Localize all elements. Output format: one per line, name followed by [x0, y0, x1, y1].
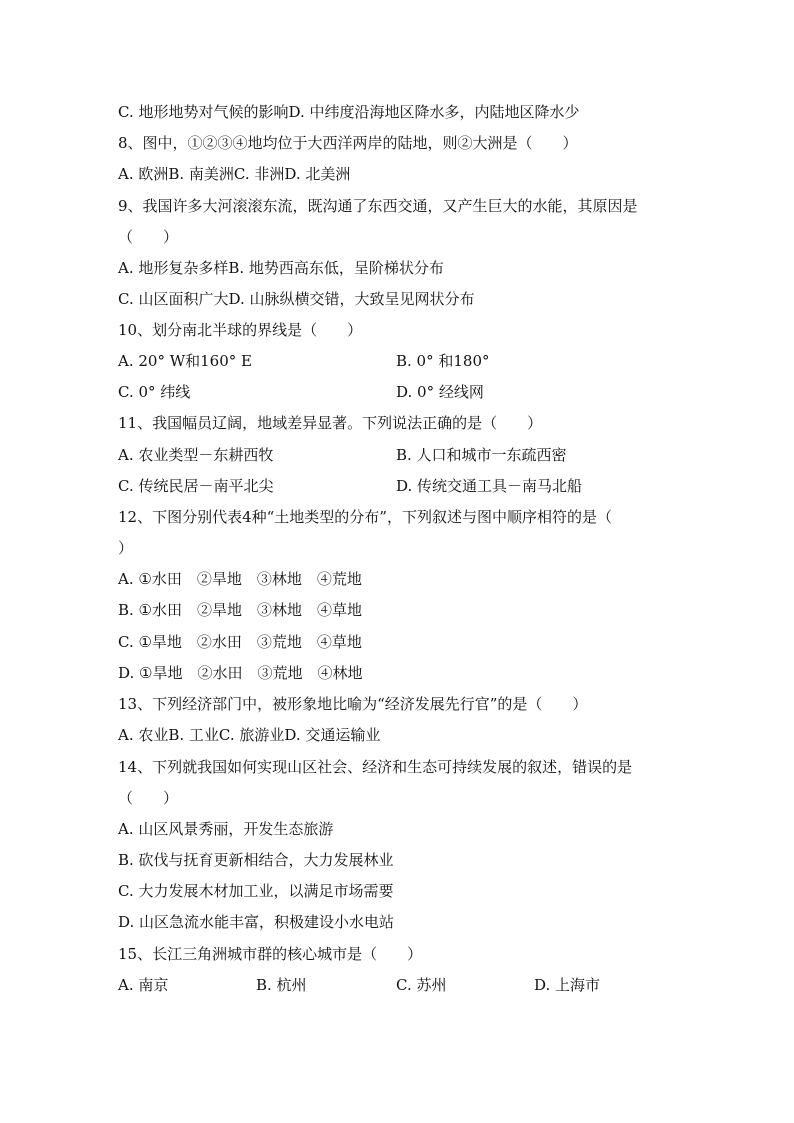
- q14-option-d: D. 山区急流水能丰富，积极建设小水电站: [118, 913, 395, 931]
- q9-stem: 9、我国许多大河滚滚东流，既沟通了东西交通，又产生巨大的水能，其原因是: [118, 197, 638, 215]
- q14-option-c: C. 大力发展木材加工业，以满足市场需要: [118, 882, 394, 900]
- q15-stem: 15、长江三角洲城市群的核心城市是（ ）: [118, 945, 423, 963]
- q15-options: [118, 975, 678, 995]
- q13-stem: 13、下列经济部门中，被形象地比喻为“经济发展先行官”的是（ ）: [118, 695, 588, 713]
- q12-option-a: A. ①水田 ②旱地 ③林地 ④荒地: [118, 570, 362, 588]
- q10-stem: 10、划分南北半球的界线是（ ）: [118, 321, 363, 339]
- q9-options-line1: A. 地形复杂多样B. 地势西高东低，呈阶梯状分布: [118, 259, 444, 277]
- q10-options-line2: [118, 382, 678, 402]
- q7-options-line2: C. 地形地势对气候的影响D. 中纬度沿海地区降水多，内陆地区降水少: [118, 103, 580, 121]
- q15-option-b: B. 杭州: [256, 976, 307, 994]
- q12-stem: 12、下图分别代表4种“土地类型的分布”，下列叙述与图中顺序相符的是（: [118, 508, 612, 526]
- q14-option-a: A. 山区风景秀丽，开发生态旅游: [118, 820, 334, 838]
- q14-stem-continued: （ ）: [118, 789, 179, 807]
- q12-option-d: D. ①旱地 ②水田 ③荒地 ④林地: [118, 664, 363, 682]
- q10-option-d: D. 0° 经线网: [396, 383, 484, 401]
- q12-option-c: C. ①旱地 ②水田 ③荒地 ④草地: [118, 633, 362, 651]
- q10-option-a: A. 20° W和160° E: [118, 352, 252, 370]
- q9-stem-continued: （ ）: [118, 228, 179, 246]
- q15-option-d: D. 上海市: [534, 976, 601, 994]
- q10-option-c: C. 0° 纬线: [118, 383, 191, 401]
- q12-stem-continued: ）: [118, 539, 134, 557]
- q11-option-d: D. 传统交通工具－南马北船: [396, 477, 583, 495]
- q10-option-b: B. 0° 和180°: [396, 352, 490, 370]
- q11-option-c: C. 传统民居－南平北尖: [118, 477, 274, 495]
- q11-option-a: A. 农业类型－东耕西牧: [118, 446, 274, 464]
- q8-options: A. 欧洲B. 南美洲C. 非洲D. 北美洲: [118, 165, 351, 183]
- q13-options: A. 农业B. 工业C. 旅游业D. 交通运输业: [118, 726, 381, 744]
- q10-options-line1: [118, 351, 678, 371]
- q14-option-b: B. 砍伐与抚育更新相结合，大力发展林业: [118, 851, 394, 869]
- q12-option-b: B. ①水田 ②旱地 ③林地 ④草地: [118, 601, 363, 619]
- q11-stem: 11、我国幅员辽阔，地域差异显著。下列说法正确的是（ ）: [118, 414, 543, 432]
- q9-options-line2: C. 山区面积广大D. 山脉纵横交错，大致呈见网状分布: [118, 290, 475, 308]
- q11-options-line2: [118, 476, 678, 496]
- q15-option-a: A. 南京: [118, 976, 169, 994]
- q14-stem: 14、下列就我国如何实现山区社会、经济和生态可持续发展的叙述，错误的是: [118, 758, 633, 776]
- q15-option-c: C. 苏州: [396, 976, 447, 994]
- q11-options-line1: [118, 445, 678, 465]
- q11-option-b: B. 人口和城市一东疏西密: [396, 446, 567, 464]
- q8-stem: 8、图中，①②③④地均位于大西洋两岸的陆地，则②大洲是（ ）: [118, 134, 578, 152]
